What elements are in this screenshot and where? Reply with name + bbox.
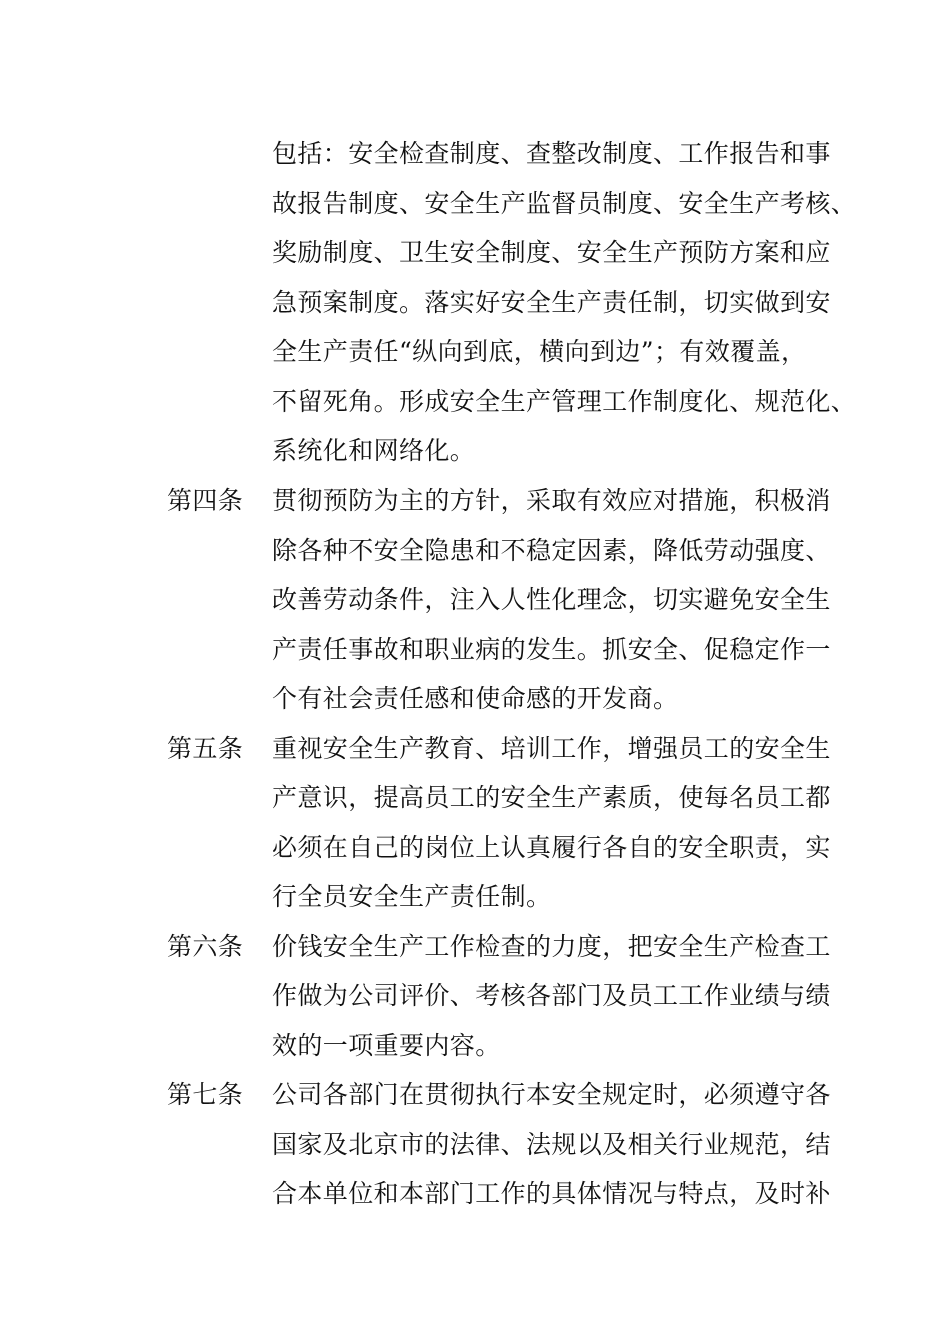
article-6-line-2: 作做为公司评价、考核各部门及员工工作业绩与绩 bbox=[272, 981, 831, 1010]
article-6-line-3: 效的一项重要内容。 bbox=[272, 1031, 501, 1060]
article-7-line-1: 公司各部门在贯彻执行本安全规定时，必须遵守各 bbox=[272, 1080, 831, 1109]
intro-line-3: 奖励制度、卫生安全制度、安全生产预防方案和应 bbox=[272, 238, 831, 267]
article-7-line-2: 国家及北京市的法律、法规以及相关行业规范，结 bbox=[272, 1130, 831, 1159]
article-5-line-4: 行全员安全生产责任制。 bbox=[272, 882, 552, 911]
article-7-line-3: 合本单位和本部门工作的具体情况与特点，及时补 bbox=[272, 1179, 831, 1208]
article-5-label: 第五条 bbox=[167, 734, 244, 763]
article-5-line-1: 重视安全生产教育、培训工作，增强员工的安全生 bbox=[272, 734, 831, 763]
article-6-label: 第六条 bbox=[167, 932, 244, 961]
article-4-label: 第四条 bbox=[167, 486, 244, 515]
article-4-line-4: 产责任事故和职业病的发生。抓安全、促稳定作一 bbox=[272, 635, 831, 664]
intro-line-7: 系统化和网络化。 bbox=[272, 436, 476, 465]
article-5-line-3: 必须在自己的岗位上认真履行各自的安全职责，实 bbox=[272, 833, 831, 862]
article-4-line-5: 个有社会责任感和使命感的开发商。 bbox=[272, 684, 679, 713]
intro-line-5: 全生产责任“纵向到底，横向到边”；有效覆盖， bbox=[272, 337, 807, 366]
intro-line-1: 包括：安全检查制度、查整改制度、工作报告和事 bbox=[272, 139, 831, 168]
article-4-line-2: 除各种不安全隐患和不稳定因素，降低劳动强度、 bbox=[272, 536, 831, 565]
article-4-line-1: 贯彻预防为主的方针，采取有效应对措施，积极消 bbox=[272, 486, 831, 515]
intro-line-4: 急预案制度。落实好安全生产责任制，切实做到安 bbox=[272, 288, 831, 317]
article-7-label: 第七条 bbox=[167, 1080, 244, 1109]
article-6-line-1: 价钱安全生产工作检查的力度，把安全生产检查工 bbox=[272, 932, 831, 961]
intro-line-6: 不留死角。形成安全生产管理工作制度化、规范化、 bbox=[272, 387, 857, 416]
article-5-line-2: 产意识，提高员工的安全生产素质，使每名员工都 bbox=[272, 783, 831, 812]
article-4-line-3: 改善劳动条件，注入人性化理念，切实避免安全生 bbox=[272, 585, 831, 614]
intro-line-2: 故报告制度、安全生产监督员制度、安全生产考核、 bbox=[272, 189, 857, 218]
